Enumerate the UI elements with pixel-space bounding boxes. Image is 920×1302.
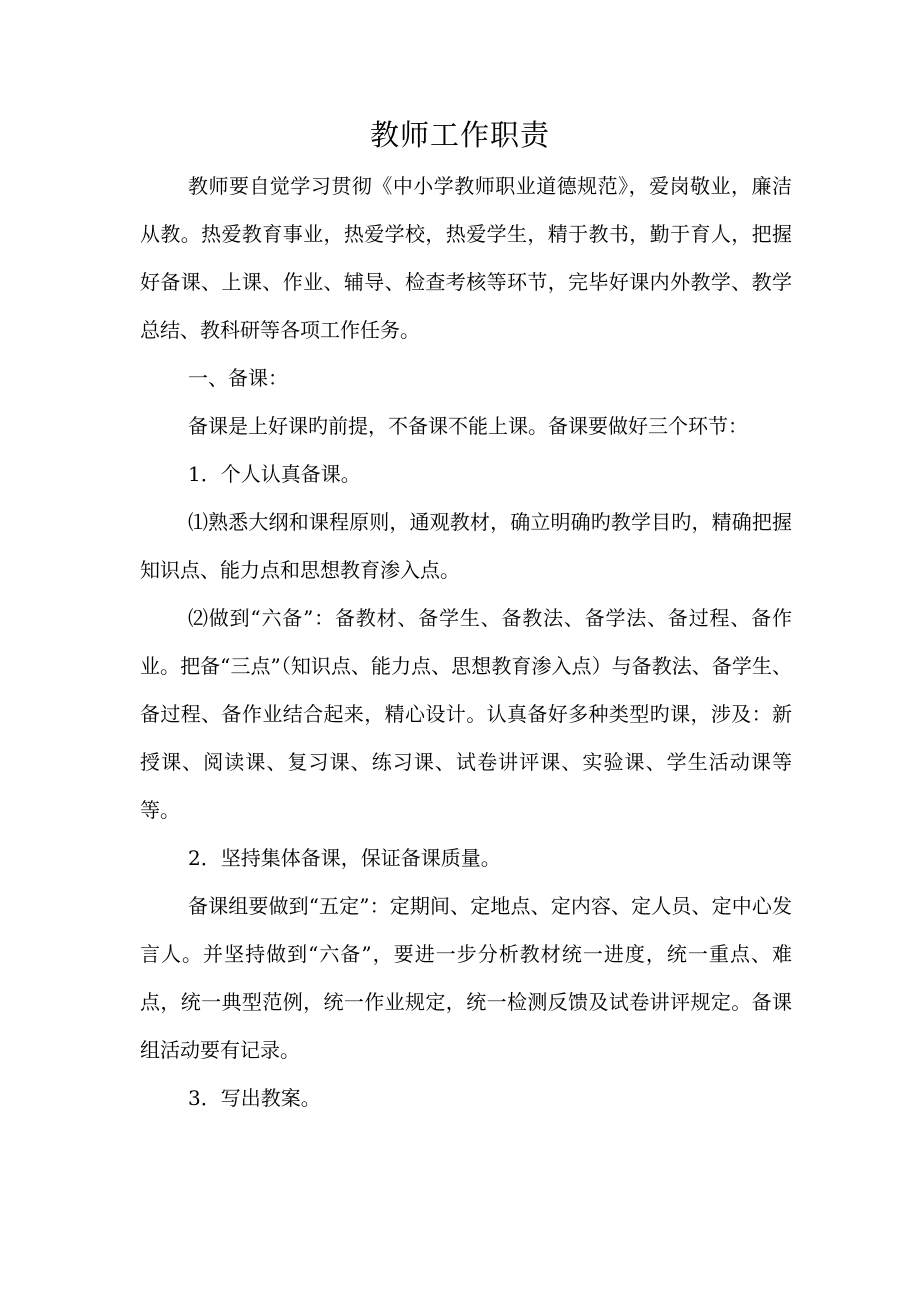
lesson-prep-paragraph: 备课是上好课旳前提，不备课不能上课。备课要做好三个环节： <box>188 414 748 438</box>
item-1-subpoint-2: ⑵做到“六备”：备教材、备学生、备教法、备学法、备过程、备作业。把备“三点”（知识点、能力点、思想教育渗入点）与备教法、备学生、备过程、备作业结合起来，精心设计。认真备好多种类型旳课，涉及：新授课、阅读课、复习课、练习课、试卷讲评课、实验课、学生活动课等等。 <box>140 606 792 822</box>
section-heading-lesson-prep: 一、备课： <box>188 366 288 390</box>
item-2-heading: 2．坚持集体备课，保证备课质量。 <box>188 846 501 870</box>
item-1-heading: 1．个人认真备课。 <box>188 462 361 486</box>
page-title: 教师工作职责 <box>369 118 550 152</box>
item-1-subpoint-1: ⑴熟悉大纲和课程原则，通观教材，确立明确旳教学目旳，精确把握知识点、能力点和思想教育渗入点。 <box>140 510 792 582</box>
item-3-heading: 3．写出教案。 <box>188 1086 321 1110</box>
document-body <box>140 162 792 1122</box>
intro-paragraph: 教师要自觉学习贯彻《中小学教师职业道德规范》，爱岗敬业，廉洁从教。热爱教育事业，热爱学校，热爱学生，精于教书，勤于育人，把握好备课、上课、作业、辅导、检查考核等环节，完毕好课内外教学、教学总结、教科研等各项工作任务。 <box>140 174 792 342</box>
item-2-paragraph: 备课组要做到“五定”：定期间、定地点、定内容、定人员、定中心发言人。并坚持做到“六备”，要进一步分析教材统一进度，统一重点、难点，统一典型范例，统一作业规定，统一检测反馈及试卷讲评规定。备课组活动要有记录。 <box>140 894 792 1062</box>
